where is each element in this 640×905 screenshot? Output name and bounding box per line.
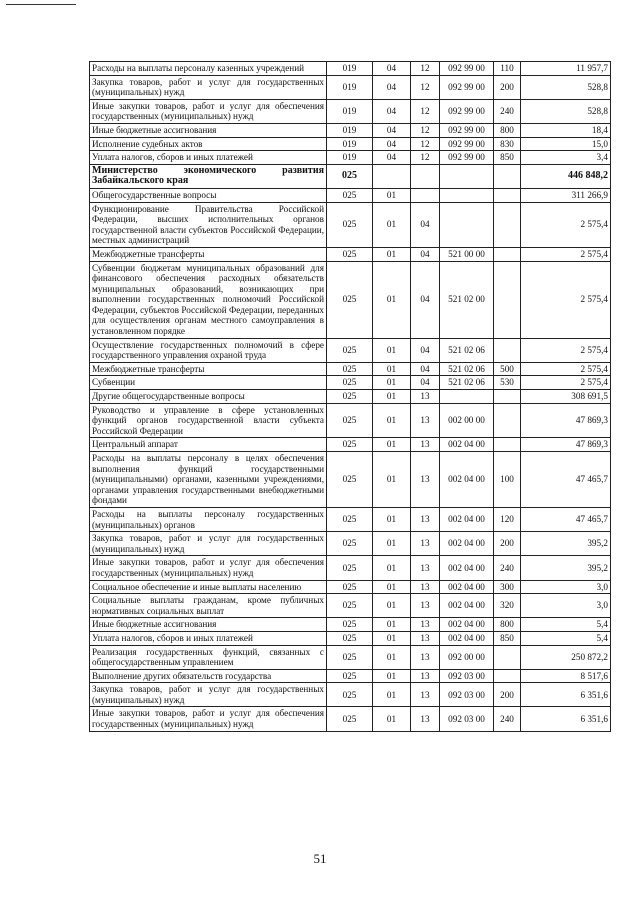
table-cell-name: Иные закупки товаров, работ и услуг для обеспечения государственных (муниципальных) нужд <box>90 556 327 580</box>
table-cell-rz: 01 <box>373 390 411 404</box>
table-cell-name: Министерство экономического развития Забайкальского края <box>90 164 327 188</box>
table-cell-ved: 025 <box>327 683 373 707</box>
table-cell-pr: 13 <box>411 580 440 594</box>
table-cell-vr: 530 <box>494 376 521 390</box>
table-row <box>90 247 611 261</box>
table-cell-vr: 320 <box>494 594 521 618</box>
table-cell-vr <box>494 164 521 188</box>
table-cell-name: Уплата налогов, сборов и иных платежей <box>90 631 327 645</box>
table-cell-ved: 025 <box>327 452 373 508</box>
table-cell-vr: 850 <box>494 631 521 645</box>
table-cell-sum: 2 575,4 <box>521 261 611 338</box>
table-cell-rz: 01 <box>373 618 411 632</box>
table-cell-sum: 308 691,5 <box>521 390 611 404</box>
table-cell-csr: 092 03 00 <box>440 669 494 683</box>
table-cell-pr: 04 <box>411 362 440 376</box>
table-cell-vr <box>494 645 521 669</box>
table-cell-sum: 5,4 <box>521 631 611 645</box>
table-cell-pr: 12 <box>411 151 440 165</box>
table-cell-csr: 092 03 00 <box>440 707 494 731</box>
table-cell-csr: 092 99 00 <box>440 137 494 151</box>
table-row <box>90 137 611 151</box>
table-cell-name: Исполнение судебных актов <box>90 137 327 151</box>
table-cell-pr: 04 <box>411 261 440 338</box>
table-cell-sum: 3,0 <box>521 580 611 594</box>
table-cell-ved: 019 <box>327 151 373 165</box>
table-row <box>90 188 611 202</box>
table-cell-pr: 13 <box>411 683 440 707</box>
table-cell-csr: 092 00 00 <box>440 645 494 669</box>
table-cell-name: Межбюджетные трансферты <box>90 247 327 261</box>
table-row <box>90 618 611 632</box>
table-cell-vr <box>494 247 521 261</box>
table-cell-sum: 5,4 <box>521 618 611 632</box>
table-cell-sum: 18,4 <box>521 123 611 137</box>
table-cell-pr: 13 <box>411 594 440 618</box>
table-cell-sum: 2 575,4 <box>521 247 611 261</box>
table-row <box>90 338 611 362</box>
table-cell-ved: 019 <box>327 137 373 151</box>
table-cell-ved: 025 <box>327 507 373 531</box>
table-cell-rz: 01 <box>373 594 411 618</box>
table-cell-ved: 025 <box>327 202 373 247</box>
table-cell-csr: 002 04 00 <box>440 507 494 531</box>
table-cell-vr: 240 <box>494 99 521 123</box>
table-cell-name: Центральный аппарат <box>90 438 327 452</box>
table-cell-vr: 240 <box>494 556 521 580</box>
table-cell-name: Иные бюджетные ассигнования <box>90 618 327 632</box>
table-cell-csr: 521 02 06 <box>440 376 494 390</box>
table-row <box>90 403 611 438</box>
table-cell-csr: 002 04 00 <box>440 556 494 580</box>
table-cell-pr: 13 <box>411 532 440 556</box>
table-cell-csr: 521 02 00 <box>440 261 494 338</box>
table-cell-rz: 01 <box>373 362 411 376</box>
table-cell-name: Иные закупки товаров, работ и услуг для обеспечения государственных (муниципальных) нужд <box>90 99 327 123</box>
table-cell-pr: 13 <box>411 631 440 645</box>
table-cell-csr: 002 04 00 <box>440 532 494 556</box>
table-cell-ved: 019 <box>327 123 373 137</box>
top-rule <box>6 4 76 5</box>
table-cell-sum: 47 465,7 <box>521 507 611 531</box>
table-cell-csr: 092 99 00 <box>440 99 494 123</box>
table-cell-csr: 002 04 00 <box>440 438 494 452</box>
table-cell-rz: 04 <box>373 62 411 76</box>
table-cell-rz: 01 <box>373 507 411 531</box>
table-cell-name: Уплата налогов, сборов и иных платежей <box>90 151 327 165</box>
table-cell-ved: 025 <box>327 403 373 438</box>
table-cell-pr: 13 <box>411 403 440 438</box>
table-cell-sum: 47 869,3 <box>521 403 611 438</box>
table-cell-rz: 01 <box>373 202 411 247</box>
table-cell-sum: 395,2 <box>521 556 611 580</box>
table-cell-name: Реализация государственных функций, связанных с общегосударственным управлением <box>90 645 327 669</box>
table-cell-vr: 120 <box>494 507 521 531</box>
table-cell-rz: 01 <box>373 188 411 202</box>
table-row <box>90 645 611 669</box>
table-cell-csr: 521 02 06 <box>440 338 494 362</box>
table-cell-rz: 01 <box>373 645 411 669</box>
table-cell-sum: 3,4 <box>521 151 611 165</box>
table-cell-name: Расходы на выплаты персоналу государственных (муниципальных) органов <box>90 507 327 531</box>
table-cell-pr: 04 <box>411 376 440 390</box>
table-cell-rz: 01 <box>373 261 411 338</box>
table-cell-vr: 200 <box>494 75 521 99</box>
table-cell-pr: 12 <box>411 123 440 137</box>
table-cell-sum: 2 575,4 <box>521 362 611 376</box>
table-cell-ved: 019 <box>327 99 373 123</box>
table-cell-sum: 6 351,6 <box>521 683 611 707</box>
table-cell-pr: 13 <box>411 707 440 731</box>
table-cell-vr: 850 <box>494 151 521 165</box>
table-cell-sum: 11 957,7 <box>521 62 611 76</box>
table-cell-rz: 04 <box>373 123 411 137</box>
table-row <box>90 556 611 580</box>
table-row <box>90 202 611 247</box>
table-row <box>90 75 611 99</box>
table-cell-sum: 2 575,4 <box>521 338 611 362</box>
table-cell-name: Социальное обеспечение и иные выплаты населению <box>90 580 327 594</box>
table-cell-csr <box>440 202 494 247</box>
table-cell-csr: 002 04 00 <box>440 452 494 508</box>
table-cell-csr: 092 99 00 <box>440 151 494 165</box>
table-cell-vr: 300 <box>494 580 521 594</box>
table-cell-vr: 800 <box>494 618 521 632</box>
table-cell-ved: 025 <box>327 580 373 594</box>
table-cell-vr: 240 <box>494 707 521 731</box>
table-cell-pr: 12 <box>411 137 440 151</box>
table-cell-pr <box>411 164 440 188</box>
table-cell-rz: 01 <box>373 532 411 556</box>
table-row <box>90 669 611 683</box>
table-cell-ved: 019 <box>327 75 373 99</box>
table-cell-rz: 01 <box>373 556 411 580</box>
table-row <box>90 594 611 618</box>
table-row <box>90 532 611 556</box>
table-cell-ved: 025 <box>327 618 373 632</box>
table-cell-rz: 01 <box>373 247 411 261</box>
table-cell-sum: 2 575,4 <box>521 202 611 247</box>
table-cell-ved: 025 <box>327 338 373 362</box>
table-cell-csr: 521 00 00 <box>440 247 494 261</box>
table-cell-name: Другие общегосударственные вопросы <box>90 390 327 404</box>
table-cell-ved: 025 <box>327 390 373 404</box>
table-cell-name: Осуществление государственных полномочий в сфере государственного управления охраной труда <box>90 338 327 362</box>
table-cell-pr: 13 <box>411 645 440 669</box>
table-cell-rz: 01 <box>373 631 411 645</box>
table-cell-name: Субвенции <box>90 376 327 390</box>
table-cell-pr: 13 <box>411 452 440 508</box>
table-cell-vr <box>494 669 521 683</box>
table-cell-sum: 3,0 <box>521 594 611 618</box>
table-cell-ved: 025 <box>327 669 373 683</box>
table-cell-vr <box>494 390 521 404</box>
table-cell-ved: 025 <box>327 438 373 452</box>
table-cell-rz: 01 <box>373 683 411 707</box>
table-cell-sum: 528,8 <box>521 99 611 123</box>
table-cell-pr: 04 <box>411 338 440 362</box>
table-cell-name: Иные бюджетные ассигнования <box>90 123 327 137</box>
table-cell-pr: 12 <box>411 75 440 99</box>
table-cell-csr: 092 03 00 <box>440 683 494 707</box>
table-cell-pr: 13 <box>411 507 440 531</box>
table-cell-sum: 15,0 <box>521 137 611 151</box>
table-cell-ved: 025 <box>327 707 373 731</box>
table-cell-sum: 47 465,7 <box>521 452 611 508</box>
table-cell-rz: 04 <box>373 75 411 99</box>
table-cell-vr <box>494 438 521 452</box>
table-cell-pr: 13 <box>411 390 440 404</box>
table-cell-ved: 025 <box>327 532 373 556</box>
table-cell-csr: 092 99 00 <box>440 62 494 76</box>
table-cell-pr: 12 <box>411 99 440 123</box>
table-cell-rz: 01 <box>373 438 411 452</box>
table-cell-rz: 01 <box>373 452 411 508</box>
table-row <box>90 390 611 404</box>
table-cell-rz: 04 <box>373 137 411 151</box>
table-cell-csr <box>440 164 494 188</box>
table-cell-rz: 01 <box>373 669 411 683</box>
table-cell-rz: 01 <box>373 707 411 731</box>
table-cell-name: Закупка товаров, работ и услуг для государственных (муниципальных) нужд <box>90 532 327 556</box>
table-row <box>90 99 611 123</box>
table-cell-csr: 521 02 06 <box>440 362 494 376</box>
table-cell-pr: 13 <box>411 556 440 580</box>
table-cell-pr: 13 <box>411 438 440 452</box>
table-cell-pr: 04 <box>411 247 440 261</box>
table-cell-name: Выполнение других обязательств государства <box>90 669 327 683</box>
table-row <box>90 123 611 137</box>
table-cell-csr: 002 04 00 <box>440 631 494 645</box>
table-cell-sum: 8 517,6 <box>521 669 611 683</box>
table-cell-sum: 446 848,2 <box>521 164 611 188</box>
table-cell-name: Закупка товаров, работ и услуг для государственных (муниципальных) нужд <box>90 683 327 707</box>
table-cell-rz: 01 <box>373 403 411 438</box>
table-cell-ved: 025 <box>327 362 373 376</box>
table-cell-vr: 100 <box>494 452 521 508</box>
table-cell-csr: 092 99 00 <box>440 75 494 99</box>
table-cell-ved: 025 <box>327 376 373 390</box>
table-cell-name: Закупка товаров, работ и услуг для государственных (муниципальных) нужд <box>90 75 327 99</box>
table-cell-name: Иные закупки товаров, работ и услуг для обеспечения государственных (муниципальных) нужд <box>90 707 327 731</box>
table-cell-vr: 200 <box>494 683 521 707</box>
table-cell-pr: 13 <box>411 669 440 683</box>
table-cell-vr <box>494 188 521 202</box>
table-cell-vr: 110 <box>494 62 521 76</box>
table-row <box>90 376 611 390</box>
table-cell-vr <box>494 403 521 438</box>
table-cell-sum: 528,8 <box>521 75 611 99</box>
table-cell-vr <box>494 261 521 338</box>
table-row <box>90 362 611 376</box>
table-cell-rz: 01 <box>373 338 411 362</box>
table-cell-name: Расходы на выплаты персоналу казенных учреждений <box>90 62 327 76</box>
table-cell-pr: 12 <box>411 62 440 76</box>
table-cell-ved: 025 <box>327 164 373 188</box>
table-cell-ved: 019 <box>327 62 373 76</box>
table-cell-name: Межбюджетные трансферты <box>90 362 327 376</box>
table-cell-rz: 01 <box>373 376 411 390</box>
table-cell-sum: 311 266,9 <box>521 188 611 202</box>
table-row <box>90 631 611 645</box>
table-row <box>90 164 611 188</box>
table-row <box>90 580 611 594</box>
table-cell-vr: 800 <box>494 123 521 137</box>
table-cell-ved: 025 <box>327 188 373 202</box>
table-row <box>90 151 611 165</box>
table-cell-rz <box>373 164 411 188</box>
table-cell-name: Руководство и управление в сфере установленных функций органов государственной власти субъекта Российской Федерации <box>90 403 327 438</box>
table-row <box>90 438 611 452</box>
table-body <box>90 62 611 732</box>
table-cell-csr: 092 99 00 <box>440 123 494 137</box>
budget-table <box>89 61 611 732</box>
table-row <box>90 452 611 508</box>
table-row <box>90 683 611 707</box>
table-cell-ved: 025 <box>327 247 373 261</box>
table-cell-ved: 025 <box>327 556 373 580</box>
table-cell-csr <box>440 390 494 404</box>
table-cell-name: Общегосударственные вопросы <box>90 188 327 202</box>
table-cell-vr: 830 <box>494 137 521 151</box>
table-cell-vr: 200 <box>494 532 521 556</box>
table-cell-pr: 04 <box>411 202 440 247</box>
table-row <box>90 707 611 731</box>
table-cell-sum: 6 351,6 <box>521 707 611 731</box>
table-row <box>90 507 611 531</box>
table-cell-csr <box>440 188 494 202</box>
table-cell-name: Функционирование Правительства Российской Федерации, высших исполнительных органов государственной власти субъектов Российской Федерации, местных администраций <box>90 202 327 247</box>
table-cell-name: Субвенции бюджетам муниципальных образований для финансового обеспечения расходных обязательств муниципальных образований, возникающих при выполнении государственных полномочий Российской Федерации, субъектов Российской Федерации, переданных для осуществления органам местного самоуправления в установленном порядке <box>90 261 327 338</box>
table-cell-sum: 2 575,4 <box>521 376 611 390</box>
table-cell-rz: 01 <box>373 580 411 594</box>
table-cell-ved: 025 <box>327 261 373 338</box>
table-cell-sum: 250 872,2 <box>521 645 611 669</box>
table-cell-vr <box>494 338 521 362</box>
table-cell-sum: 395,2 <box>521 532 611 556</box>
table-row <box>90 261 611 338</box>
table-cell-ved: 025 <box>327 645 373 669</box>
table-cell-csr: 002 04 00 <box>440 580 494 594</box>
table-cell-rz: 04 <box>373 151 411 165</box>
table-cell-csr: 002 04 00 <box>440 618 494 632</box>
table-cell-csr: 002 00 00 <box>440 403 494 438</box>
table-cell-rz: 04 <box>373 99 411 123</box>
table-cell-vr: 500 <box>494 362 521 376</box>
table-cell-ved: 025 <box>327 594 373 618</box>
table-cell-pr: 13 <box>411 618 440 632</box>
table-cell-sum: 47 869,3 <box>521 438 611 452</box>
page-number: 51 <box>313 851 327 866</box>
table-cell-name: Расходы на выплаты персоналу в целях обеспечения выполнения функций государственными (муниципальными) органами, казенными учреждениями, органами управления государственными внебюджетными фондами <box>90 452 327 508</box>
table-cell-pr <box>411 188 440 202</box>
table-cell-csr: 002 04 00 <box>440 594 494 618</box>
table-cell-vr <box>494 202 521 247</box>
table-cell-name: Социальные выплаты гражданам, кроме публичных нормативных социальных выплат <box>90 594 327 618</box>
table-row <box>90 62 611 76</box>
table-cell-ved: 025 <box>327 631 373 645</box>
